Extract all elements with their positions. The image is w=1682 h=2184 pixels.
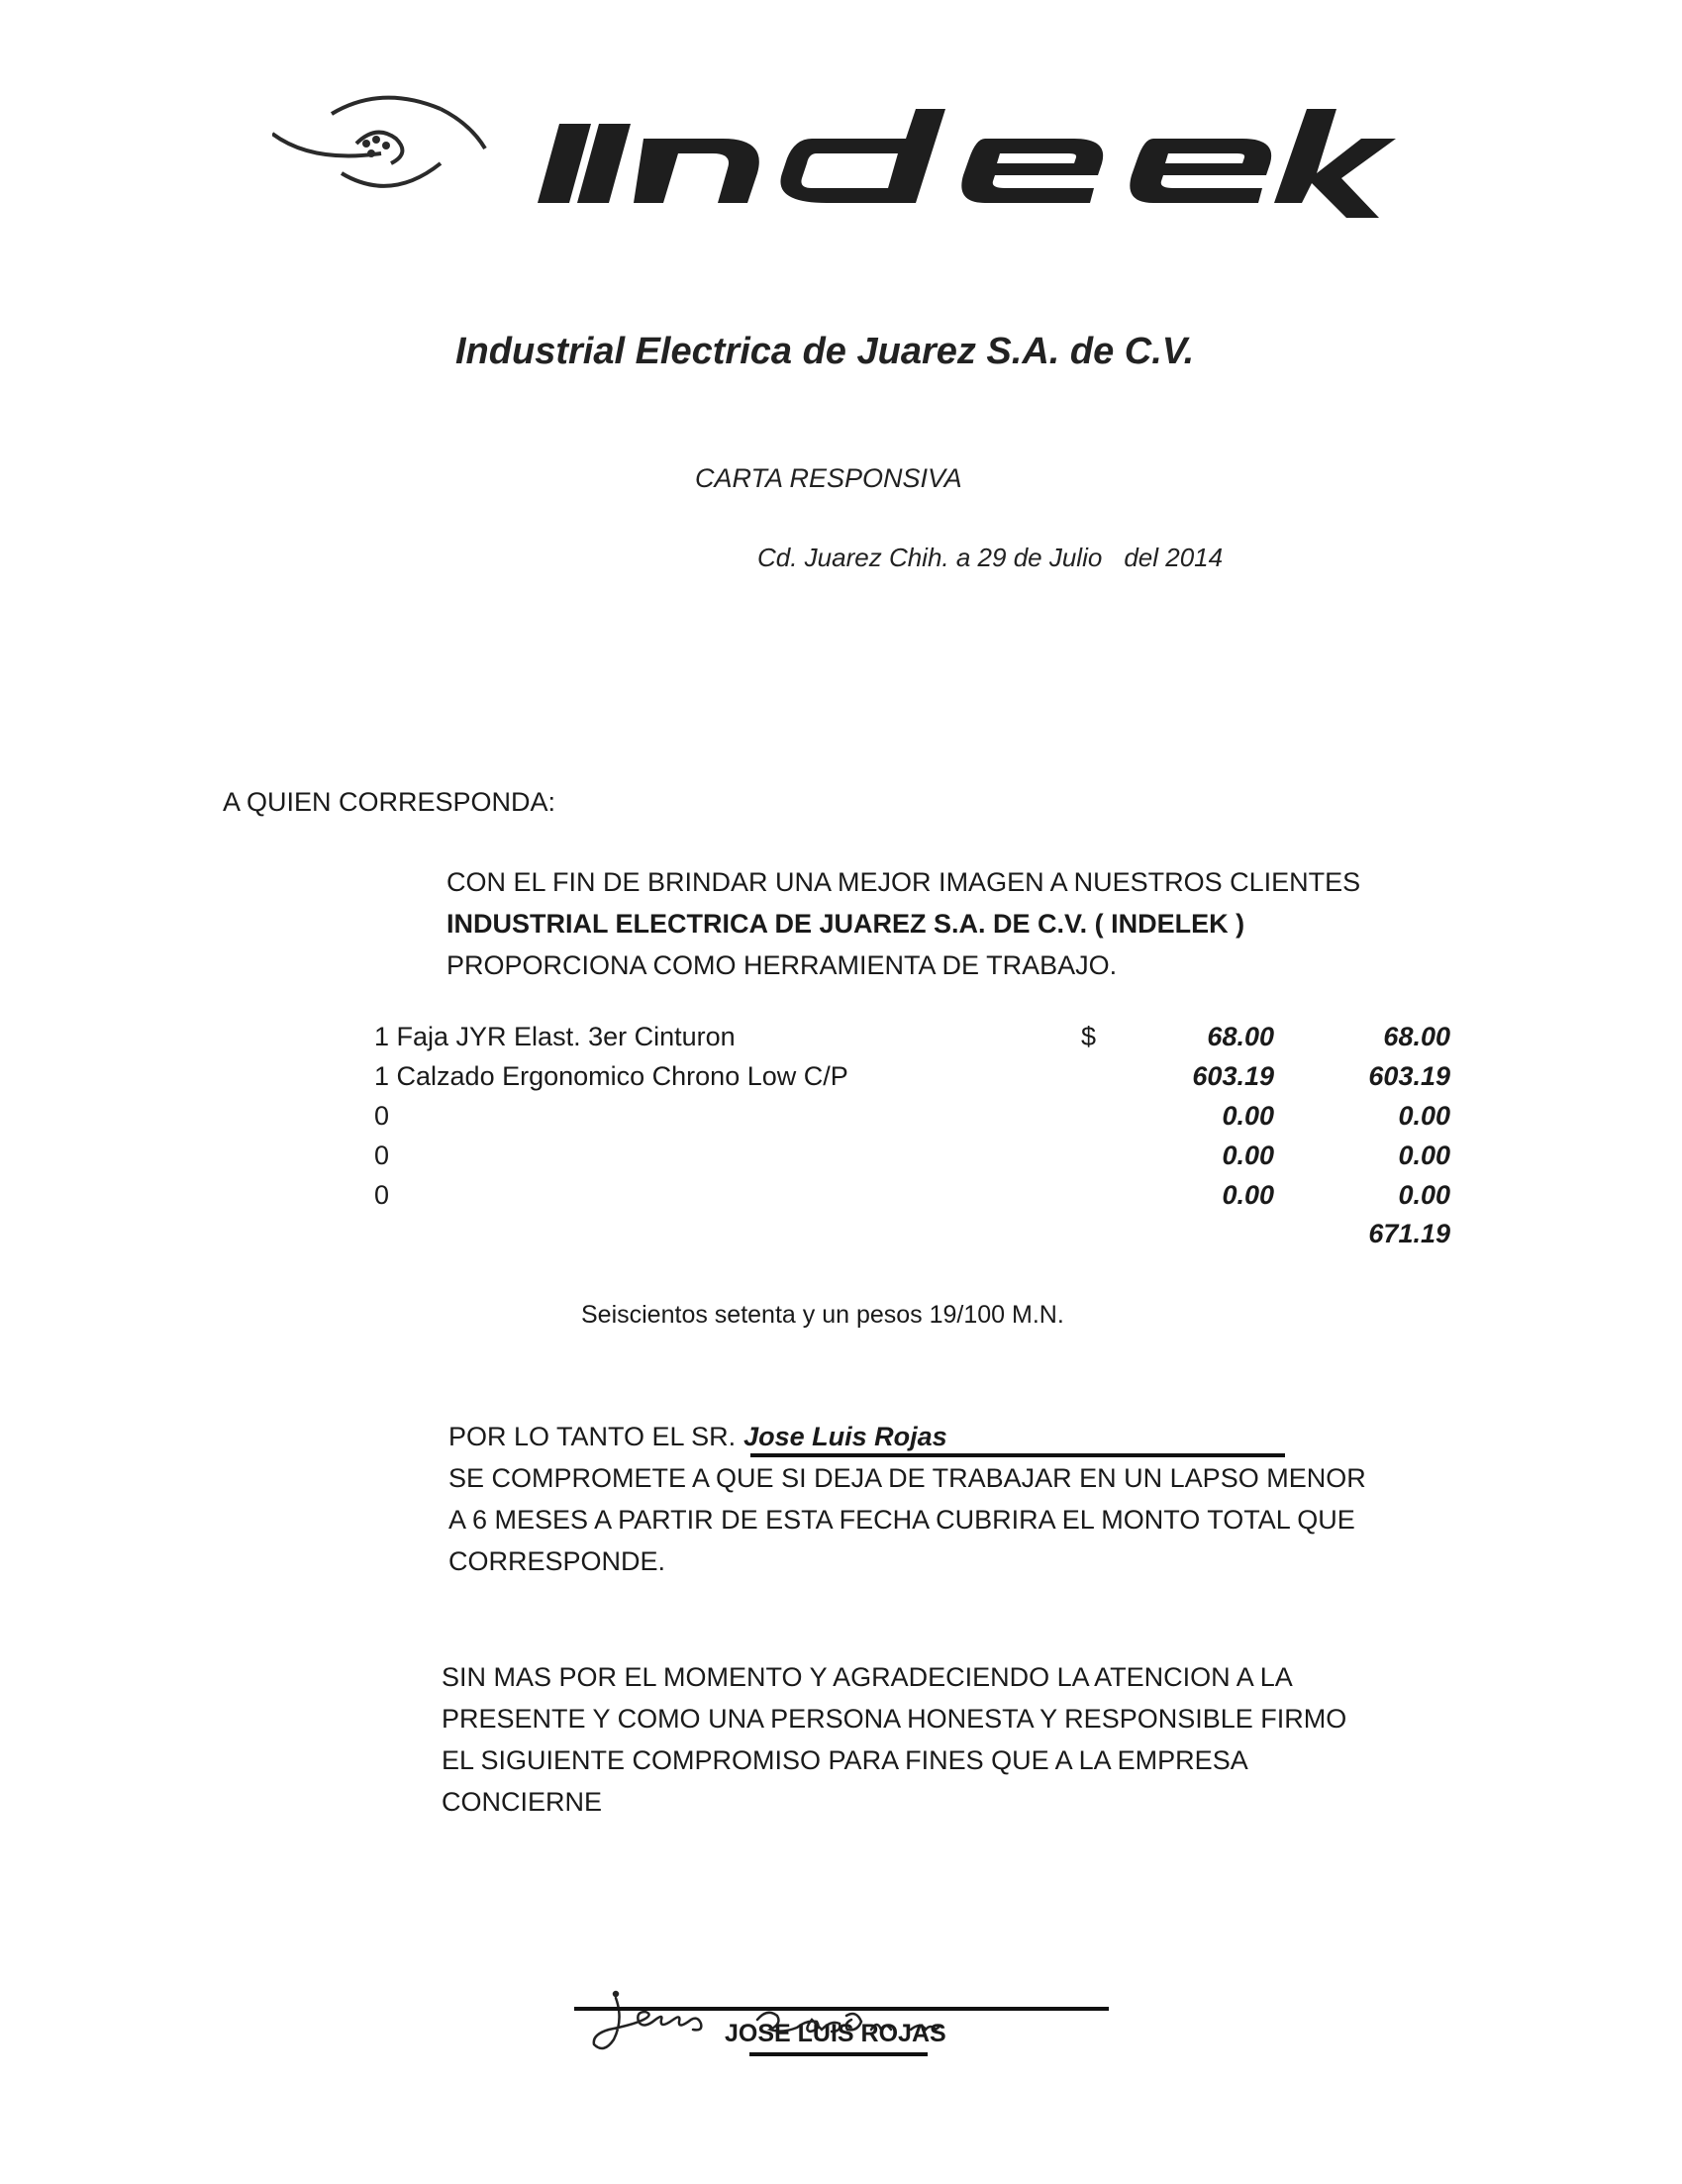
intro-line-3: PROPORCIONA COMO HERRAMIENTA DE TRABAJO. [446,950,1118,980]
item-description: 0 [374,1180,390,1210]
total-amount: 671.19 [1368,1219,1450,1248]
commitment-line-2: SE COMPROMETE A QUE SI DEJA DE TRABAJAR EN UN LAPSO MENOR [448,1463,1366,1493]
place-date: Cd. Juarez Chih. a 29 de Julio [757,543,1103,572]
item-amount: 0.00 [1398,1180,1450,1210]
item-amount: 603.19 [1368,1061,1450,1091]
commitment-prefix: POR LO TANTO EL SR. [448,1422,737,1451]
item-amount: 0.00 [1398,1101,1450,1131]
item-price: 0.00 [1222,1180,1274,1210]
item-row [0,1061,1682,1101]
employee-name-underline [750,1453,1285,1457]
logo-swoosh-5 [356,133,402,163]
amount-in-words: Seiscientos setenta y un pesos 19/100 M.N. [581,1301,1064,1329]
item-description: 0 [374,1101,390,1131]
item-row [0,1141,1682,1180]
closing-line-2: PRESENTE Y COMO UNA PERSONA HONESTA Y RESPONSIBLE FIRMO [442,1704,1347,1734]
commitment-line-3: A 6 MESES A PARTIR DE ESTA FECHA CUBRIRA EL MONTO TOTAL QUE [448,1505,1355,1535]
document-title: CARTA RESPONSIVA [695,463,962,493]
item-amount: 68.00 [1383,1022,1450,1051]
item-description: 1 Faja JYR Elast. 3er Cinturon [374,1022,736,1051]
date-line [757,543,1223,573]
signatory-name: JOSE LUIS ROJAS [725,2020,946,2047]
item-description: 0 [374,1141,390,1170]
item-price: 68.00 [1207,1022,1274,1051]
item-currency: $ [1081,1022,1097,1051]
logo-swoosh-4 [342,163,441,186]
indelek-logo [272,94,1396,218]
commitment-line-1 [448,1416,1366,1457]
closing-line-3: EL SIGUIENTE COMPROMISO PARA FINES QUE A LA EMPRESA [442,1745,1248,1775]
item-price: 0.00 [1222,1101,1274,1131]
logo-wordmark [538,109,1396,218]
item-amount: 0.00 [1398,1141,1450,1170]
company-name: Industrial Electrica de Juarez S.A. de C.V. [455,331,1195,372]
closing-line-4: CONCIERNE [442,1787,603,1817]
date-year: del 2014 [1124,543,1224,572]
total-row [0,1219,1682,1258]
intro-line-1: CON EL FIN DE BRINDAR UNA MEJOR IMAGEN A NUESTROS CLIENTES [446,867,1361,897]
item-row [0,1022,1682,1061]
item-row [0,1101,1682,1141]
closing-line-1: SIN MAS POR EL MOMENTO Y AGRADECIENDO LA ATENCION A LA [442,1662,1293,1692]
closing-paragraph [442,1656,1346,1823]
item-price: 0.00 [1222,1141,1274,1170]
commitment-line-4: CORRESPONDE. [448,1546,666,1576]
signature-line [574,2007,1109,2011]
signatory-name-underline [749,2052,928,2056]
item-price: 603.19 [1192,1061,1274,1091]
intro-line-2: INDUSTRIAL ELECTRICA DE JUAREZ S.A. DE C.V. ( INDELEK ) [446,909,1245,939]
salutation: A QUIEN CORRESPONDA: [223,787,556,817]
intro-paragraph [446,861,1360,986]
item-row [0,1180,1682,1220]
logo-swoosh-2 [332,98,441,114]
item-description: 1 Calzado Ergonomico Chrono Low C/P [374,1061,848,1091]
employee-name: Jose Luis Rojas [743,1422,947,1451]
commitment-paragraph [448,1416,1366,1582]
logo-swoosh-3 [441,109,485,149]
